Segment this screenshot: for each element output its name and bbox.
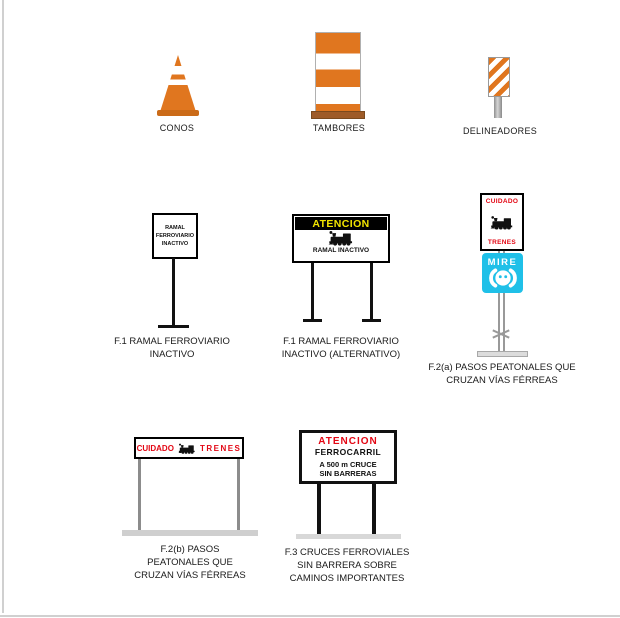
f1-alt-left-foot bbox=[303, 319, 322, 322]
page-edge-bottom bbox=[0, 615, 620, 617]
locomotive-icon bbox=[178, 443, 196, 454]
f1-alt-panel-text: RAMAL INACTIVO bbox=[312, 247, 370, 254]
f3-sign-panel bbox=[299, 430, 397, 484]
f2b-right-text: TRENES bbox=[199, 443, 242, 453]
f1-sign-post bbox=[172, 258, 175, 326]
f3-caption: F.3 CRUCES FERROVIALES SIN BARRERA SOBRE CAMINOS IMPORTANTES bbox=[284, 547, 410, 584]
f3-ground-base bbox=[296, 534, 401, 539]
look-both-ways-icon bbox=[486, 268, 520, 288]
f1-alt-right-leg bbox=[370, 263, 373, 321]
label-delineadores: DELINEADORES bbox=[462, 126, 538, 136]
traffic-drum bbox=[315, 32, 361, 112]
cone-body bbox=[160, 55, 196, 112]
f2b-ground-base bbox=[122, 530, 258, 536]
f2a-cuidado-trenes-sign bbox=[480, 193, 524, 251]
f3-panel-line: FERROCARRIL bbox=[314, 447, 382, 457]
f3-right-post bbox=[372, 483, 376, 536]
delineator-panel bbox=[488, 57, 510, 97]
f2a-ground-base bbox=[477, 351, 528, 357]
locomotive-icon bbox=[490, 215, 514, 230]
f1-alt-sign-panel bbox=[292, 214, 390, 263]
f1-panel-line: RAMAL bbox=[165, 225, 185, 231]
f1-sign-panel bbox=[152, 213, 198, 259]
f2a-top-text: CUIDADO bbox=[485, 198, 519, 205]
f1-caption: F.1 RAMAL FERROVIARIO INACTIVO bbox=[114, 336, 230, 360]
f2a-mire-sign bbox=[482, 253, 523, 293]
f3-panel-line: ATENCION bbox=[318, 436, 378, 447]
f1-alt-header: ATENCION bbox=[295, 217, 387, 230]
f2b-left-post bbox=[138, 458, 141, 532]
f1-panel-line: INACTIVO bbox=[161, 241, 189, 247]
f1-panel-line: FERROVIARIO bbox=[155, 233, 195, 239]
f1-alt-left-leg bbox=[311, 263, 314, 321]
f2a-caption: F.2(a) PASOS PEATONALES QUE CRUZAN VÍAS FÉRREAS bbox=[428, 362, 576, 386]
page-edge-left bbox=[2, 0, 4, 613]
f2b-right-post bbox=[237, 458, 240, 532]
f2a-mire-text: MIRE bbox=[487, 257, 518, 268]
f3-left-post bbox=[317, 483, 321, 536]
delineator-post bbox=[494, 97, 502, 118]
f2a-post-cross-brace bbox=[492, 327, 510, 341]
f3-panel-line: A 500 m CRUCE bbox=[319, 460, 377, 469]
f2a-bottom-text: TRENES bbox=[487, 239, 517, 246]
f2b-caption: F.2(b) PASOS PEATONALES QUE CRUZAN VÍAS FÉRREAS bbox=[134, 544, 246, 581]
cone-base bbox=[157, 110, 199, 116]
label-conos: CONOS bbox=[159, 123, 195, 133]
f1-alt-caption: F.1 RAMAL FERROVIARIO INACTIVO (ALTERNATIVO) bbox=[281, 336, 401, 360]
f1-alt-right-foot bbox=[362, 319, 381, 322]
f3-panel-line: SIN BARRERAS bbox=[319, 469, 377, 478]
f1-sign-base bbox=[158, 325, 189, 328]
f2b-cuidado-trenes-banner bbox=[134, 437, 244, 459]
f2b-left-text: CUIDADO bbox=[136, 443, 174, 453]
locomotive-icon bbox=[328, 230, 354, 246]
drum-base bbox=[311, 111, 365, 119]
label-tambores: TAMBORES bbox=[312, 123, 366, 133]
traffic-cone bbox=[157, 55, 199, 117]
